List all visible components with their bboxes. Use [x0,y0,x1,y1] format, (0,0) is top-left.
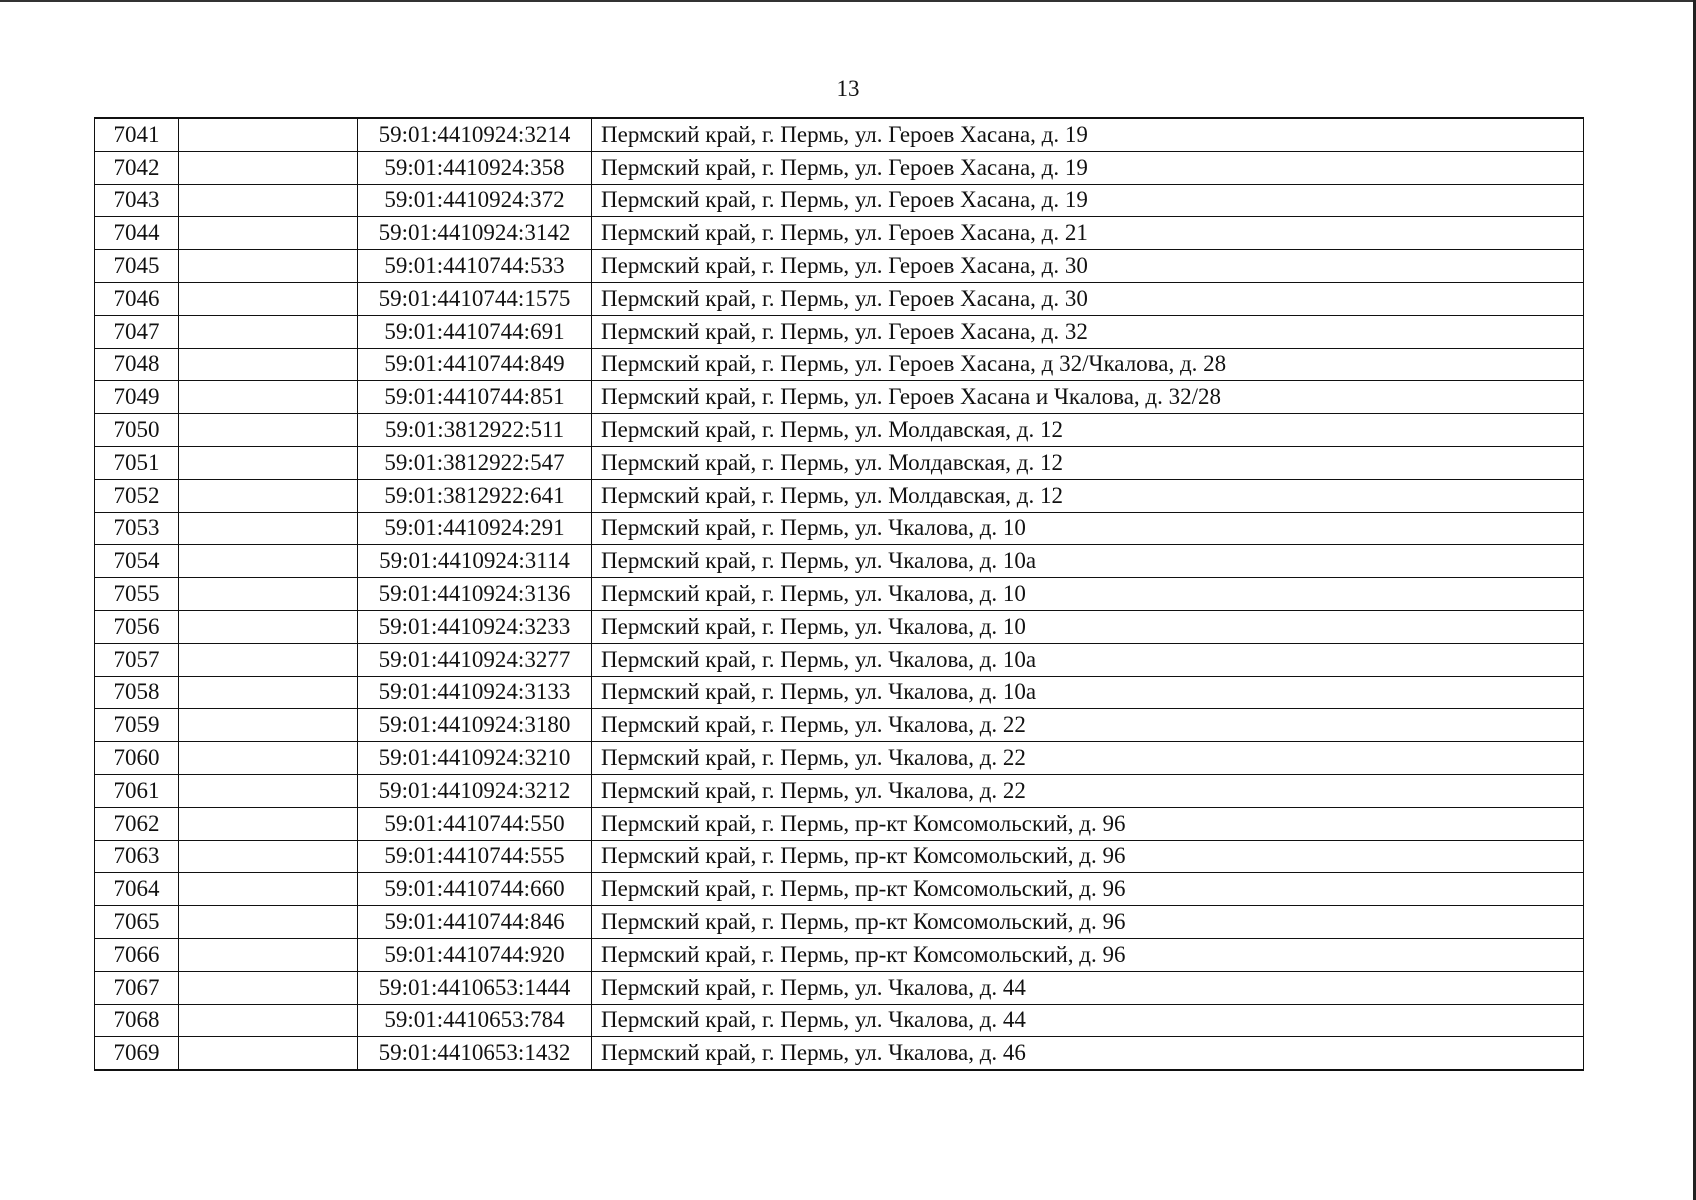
row-number-cell: 7050 [95,414,179,447]
row-number-cell: 7047 [95,315,179,348]
cadastral-number-cell: 59:01:4410744:851 [358,381,592,414]
table-row [95,217,1584,250]
row-number-cell: 7044 [95,217,179,250]
cadastral-number-cell: 59:01:4410744:555 [358,840,592,873]
table-row [95,610,1584,643]
cadastral-number-cell: 59:01:4410924:3233 [358,610,592,643]
row-number-cell: 7057 [95,643,179,676]
row-number-cell: 7056 [95,610,179,643]
cadastral-number-cell: 59:01:4410744:660 [358,873,592,906]
cadastral-number-cell: 59:01:4410744:846 [358,906,592,939]
address-cell: Пермский край, г. Пермь, ул. Героев Хасана, д. 21 [592,217,1584,250]
row-number-cell: 7043 [95,184,179,217]
address-cell: Пермский край, г. Пермь, ул. Героев Хасана, д. 30 [592,282,1584,315]
table-row [95,282,1584,315]
address-cell: Пермский край, г. Пермь, ул. Молдавская, д. 12 [592,414,1584,447]
address-cell: Пермский край, г. Пермь, ул. Чкалова, д. 10а [592,676,1584,709]
table-row [95,545,1584,578]
address-cell: Пермский край, г. Пермь, ул. Чкалова, д. 10а [592,545,1584,578]
address-cell: Пермский край, г. Пермь, ул. Молдавская, д. 12 [592,446,1584,479]
empty-cell [179,118,358,151]
empty-cell [179,873,358,906]
cadastral-number-cell: 59:01:4410924:3212 [358,774,592,807]
registry-table [94,117,1584,1071]
cadastral-number-cell: 59:01:4410924:3277 [358,643,592,676]
empty-cell [179,610,358,643]
cadastral-number-cell: 59:01:4410924:358 [358,151,592,184]
table-row [95,381,1584,414]
row-number-cell: 7066 [95,938,179,971]
cadastral-number-cell: 59:01:4410924:3136 [358,578,592,611]
cadastral-number-cell: 59:01:3812922:511 [358,414,592,447]
address-cell: Пермский край, г. Пермь, ул. Героев Хасана и Чкалова, д. 32/28 [592,381,1584,414]
address-cell: Пермский край, г. Пермь, ул. Чкалова, д. 22 [592,709,1584,742]
table-row [95,184,1584,217]
table-row [95,938,1584,971]
row-number-cell: 7042 [95,151,179,184]
row-number-cell: 7065 [95,906,179,939]
table-row [95,414,1584,447]
table-row [95,151,1584,184]
table-row [95,906,1584,939]
address-cell: Пермский край, г. Пермь, ул. Чкалова, д. 10 [592,512,1584,545]
table-row [95,1004,1584,1037]
cadastral-number-cell: 59:01:4410924:3142 [358,217,592,250]
row-number-cell: 7051 [95,446,179,479]
cadastral-number-cell: 59:01:4410924:3210 [358,742,592,775]
cadastral-number-cell: 59:01:4410744:1575 [358,282,592,315]
row-number-cell: 7045 [95,250,179,283]
address-cell: Пермский край, г. Пермь, ул. Героев Хасана, д. 19 [592,151,1584,184]
empty-cell [179,381,358,414]
cadastral-number-cell: 59:01:4410744:533 [358,250,592,283]
table-row [95,512,1584,545]
empty-cell [179,250,358,283]
address-cell: Пермский край, г. Пермь, ул. Чкалова, д. 44 [592,971,1584,1004]
table-row [95,1037,1584,1070]
empty-cell [179,512,358,545]
page-number: 13 [836,76,860,101]
empty-cell [179,414,358,447]
table-row [95,774,1584,807]
row-number-cell: 7068 [95,1004,179,1037]
table-row [95,578,1584,611]
cadastral-number-cell: 59:01:3812922:547 [358,446,592,479]
address-cell: Пермский край, г. Пермь, пр-кт Комсомольский, д. 96 [592,938,1584,971]
row-number-cell: 7053 [95,512,179,545]
cadastral-number-cell: 59:01:4410744:920 [358,938,592,971]
empty-cell [179,1037,358,1070]
address-cell: Пермский край, г. Пермь, пр-кт Комсомольский, д. 96 [592,906,1584,939]
cadastral-number-cell: 59:01:4410653:1444 [358,971,592,1004]
empty-cell [179,709,358,742]
address-cell: Пермский край, г. Пермь, пр-кт Комсомольский, д. 96 [592,840,1584,873]
address-cell: Пермский край, г. Пермь, ул. Чкалова, д. 10 [592,578,1584,611]
table-row [95,348,1584,381]
cadastral-number-cell: 59:01:3812922:641 [358,479,592,512]
address-cell: Пермский край, г. Пермь, ул. Чкалова, д. 22 [592,774,1584,807]
empty-cell [179,807,358,840]
row-number-cell: 7059 [95,709,179,742]
empty-cell [179,676,358,709]
row-number-cell: 7049 [95,381,179,414]
address-cell: Пермский край, г. Пермь, ул. Чкалова, д. 10 [592,610,1584,643]
address-cell: Пермский край, г. Пермь, ул. Чкалова, д. 46 [592,1037,1584,1070]
table-row [95,676,1584,709]
empty-cell [179,971,358,1004]
row-number-cell: 7064 [95,873,179,906]
empty-cell [179,906,358,939]
row-number-cell: 7041 [95,118,179,151]
address-cell: Пермский край, г. Пермь, ул. Чкалова, д. 22 [592,742,1584,775]
row-number-cell: 7054 [95,545,179,578]
cadastral-number-cell: 59:01:4410924:3214 [358,118,592,151]
cadastral-number-cell: 59:01:4410924:291 [358,512,592,545]
address-cell: Пермский край, г. Пермь, ул. Чкалова, д. 10а [592,643,1584,676]
row-number-cell: 7060 [95,742,179,775]
empty-cell [179,840,358,873]
row-number-cell: 7061 [95,774,179,807]
empty-cell [179,578,358,611]
address-cell: Пермский край, г. Пермь, ул. Молдавская, д. 12 [592,479,1584,512]
empty-cell [179,184,358,217]
empty-cell [179,217,358,250]
address-cell: Пермский край, г. Пермь, ул. Чкалова, д. 44 [592,1004,1584,1037]
empty-cell [179,1004,358,1037]
row-number-cell: 7055 [95,578,179,611]
row-number-cell: 7048 [95,348,179,381]
address-cell: Пермский край, г. Пермь, ул. Героев Хасана, д. 19 [592,118,1584,151]
empty-cell [179,545,358,578]
empty-cell [179,938,358,971]
row-number-cell: 7052 [95,479,179,512]
registry-table-body [95,118,1584,1070]
cadastral-number-cell: 59:01:4410744:691 [358,315,592,348]
row-number-cell: 7069 [95,1037,179,1070]
empty-cell [179,742,358,775]
scan-top-edge [0,0,1696,2]
address-cell: Пермский край, г. Пермь, пр-кт Комсомольский, д. 96 [592,873,1584,906]
address-cell: Пермский край, г. Пермь, пр-кт Комсомольский, д. 96 [592,807,1584,840]
address-cell: Пермский край, г. Пермь, ул. Героев Хасана, д. 19 [592,184,1584,217]
table-row [95,742,1584,775]
cadastral-number-cell: 59:01:4410653:784 [358,1004,592,1037]
empty-cell [179,446,358,479]
table-row [95,643,1584,676]
table-row [95,479,1584,512]
table-row [95,971,1584,1004]
table-row [95,315,1584,348]
cadastral-number-cell: 59:01:4410924:3114 [358,545,592,578]
empty-cell [179,774,358,807]
table-row [95,807,1584,840]
row-number-cell: 7062 [95,807,179,840]
empty-cell [179,479,358,512]
cadastral-number-cell: 59:01:4410924:3133 [358,676,592,709]
row-number-cell: 7046 [95,282,179,315]
table-row [95,840,1584,873]
table-row [95,709,1584,742]
address-cell: Пермский край, г. Пермь, ул. Героев Хасана, д 32/Чкалова, д. 28 [592,348,1584,381]
cadastral-number-cell: 59:01:4410744:849 [358,348,592,381]
cadastral-number-cell: 59:01:4410924:3180 [358,709,592,742]
table-row [95,118,1584,151]
address-cell: Пермский край, г. Пермь, ул. Героев Хасана, д. 30 [592,250,1584,283]
cadastral-number-cell: 59:01:4410744:550 [358,807,592,840]
table-row [95,446,1584,479]
row-number-cell: 7063 [95,840,179,873]
row-number-cell: 7067 [95,971,179,1004]
empty-cell [179,643,358,676]
row-number-cell: 7058 [95,676,179,709]
table-row [95,250,1584,283]
table-row [95,873,1584,906]
empty-cell [179,282,358,315]
empty-cell [179,348,358,381]
cadastral-number-cell: 59:01:4410924:372 [358,184,592,217]
address-cell: Пермский край, г. Пермь, ул. Героев Хасана, д. 32 [592,315,1584,348]
cadastral-number-cell: 59:01:4410653:1432 [358,1037,592,1070]
empty-cell [179,151,358,184]
empty-cell [179,315,358,348]
